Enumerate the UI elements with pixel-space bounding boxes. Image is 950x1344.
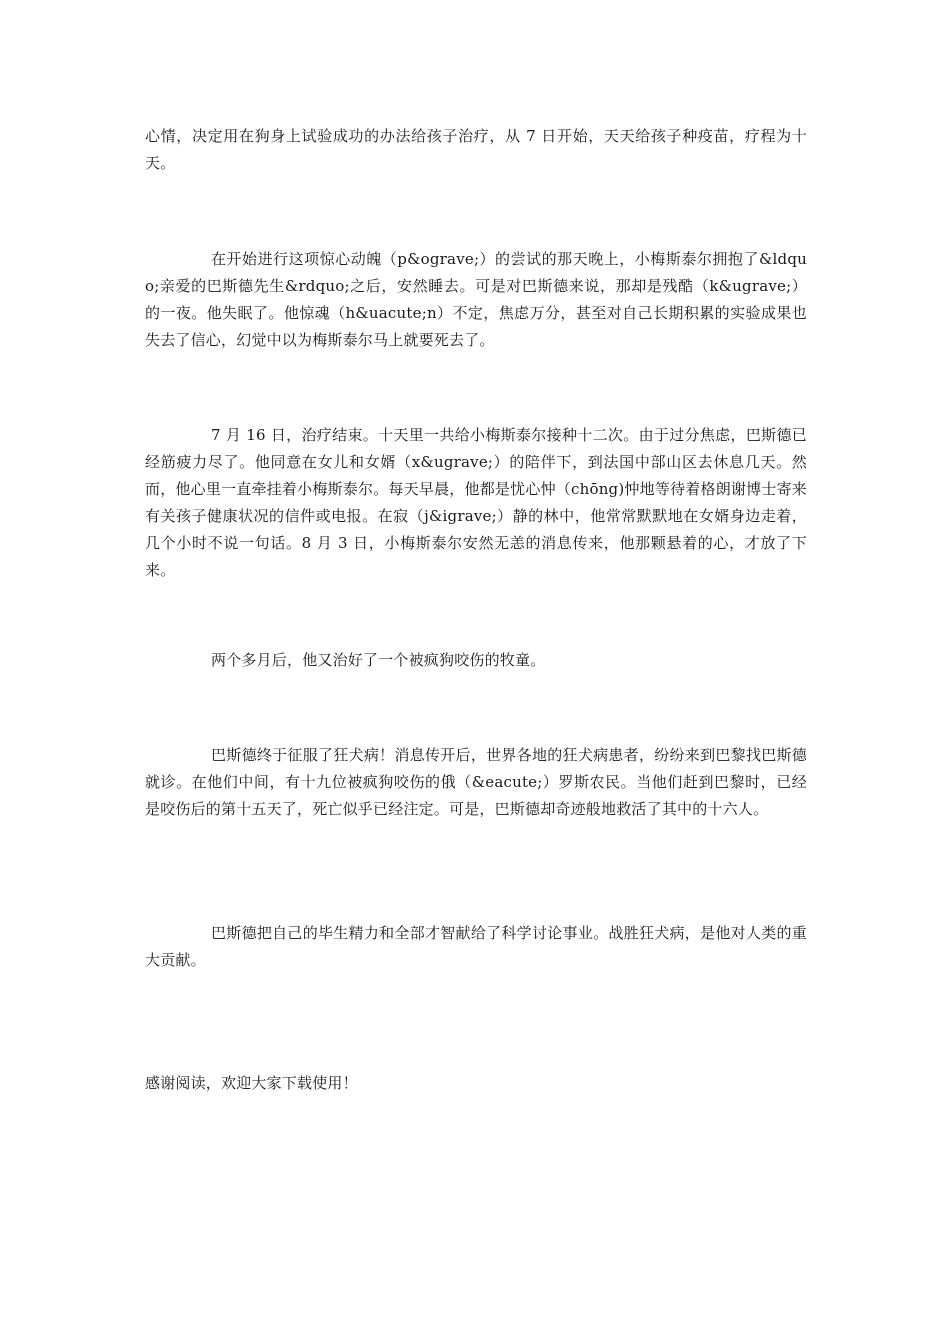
paragraph-treatment-ends: 7 月 16 日，治疗结束。十天里一共给小梅斯泰尔接种十二次。由于过分焦虑，巴斯德已经筋疲力尽了。他同意在女儿和女婿（x&ugrave;）的陪伴下，到法国中部山区去休息几天。然而，他心里一直牵挂着小梅斯泰尔。每天早晨，他都是忧心忡（chōng)忡地等待着格朗谢博士寄来有关孩子健康状况的信件或电报。在寂（j&igrave;）静的林中，他常常默默地在女婿身边走着，几个小时不说一句话。8 月 3 日，小梅斯泰尔安然无恙的消息传来，他那颗悬着的心，才放了下来。 xyxy=(145,426,807,579)
paragraph-shepherd-boy: 两个多月后，他又治好了一个被疯狗咬伤的牧童。 xyxy=(211,651,546,669)
paragraph-sleepless-night: 在开始进行这项惊心动魄（p&ograve;）的尝试的那天晚上，小梅斯泰尔拥抱了&ldquo;亲爱的巴斯德先生&rdquo;之后，安然睡去。可是对巴斯德来说，那却是残酷（k&ugrave;）的一夜。他失眠了。他惊魂（h&uacute;n）不定，焦虑万分，甚至对自己长期积累的实验成果也失去了信心，幻觉中以为梅斯泰尔马上就要死去了。 xyxy=(145,250,807,349)
paragraph-conquered-rabies: 巴斯德终于征服了狂犬病！消息传开后，世界各地的狂犬病患者，纷纷来到巴黎找巴斯德就诊。在他们中间，有十九位被疯狗咬伤的俄（&eacute;）罗斯农民。当他们赶到巴黎时，已经是咬伤后的第十五天了，死亡似乎已经注定。可是，巴斯德却奇迹般地救活了其中的十六人。 xyxy=(145,746,807,818)
paragraph-lifetime-contribution: 巴斯德把自己的毕生精力和全部才智献给了科学讨论事业。战胜狂犬病，是他对人类的重大贡献。 xyxy=(145,924,807,969)
paragraph-thanks: 感谢阅读，欢迎大家下载使用！ xyxy=(145,1074,358,1092)
paragraph-continued-treatment: 心情，决定用在狗身上试验成功的办法给孩子治疗，从 7 日开始，天天给孩子种疫苗，疗程为十天。 xyxy=(145,127,807,172)
